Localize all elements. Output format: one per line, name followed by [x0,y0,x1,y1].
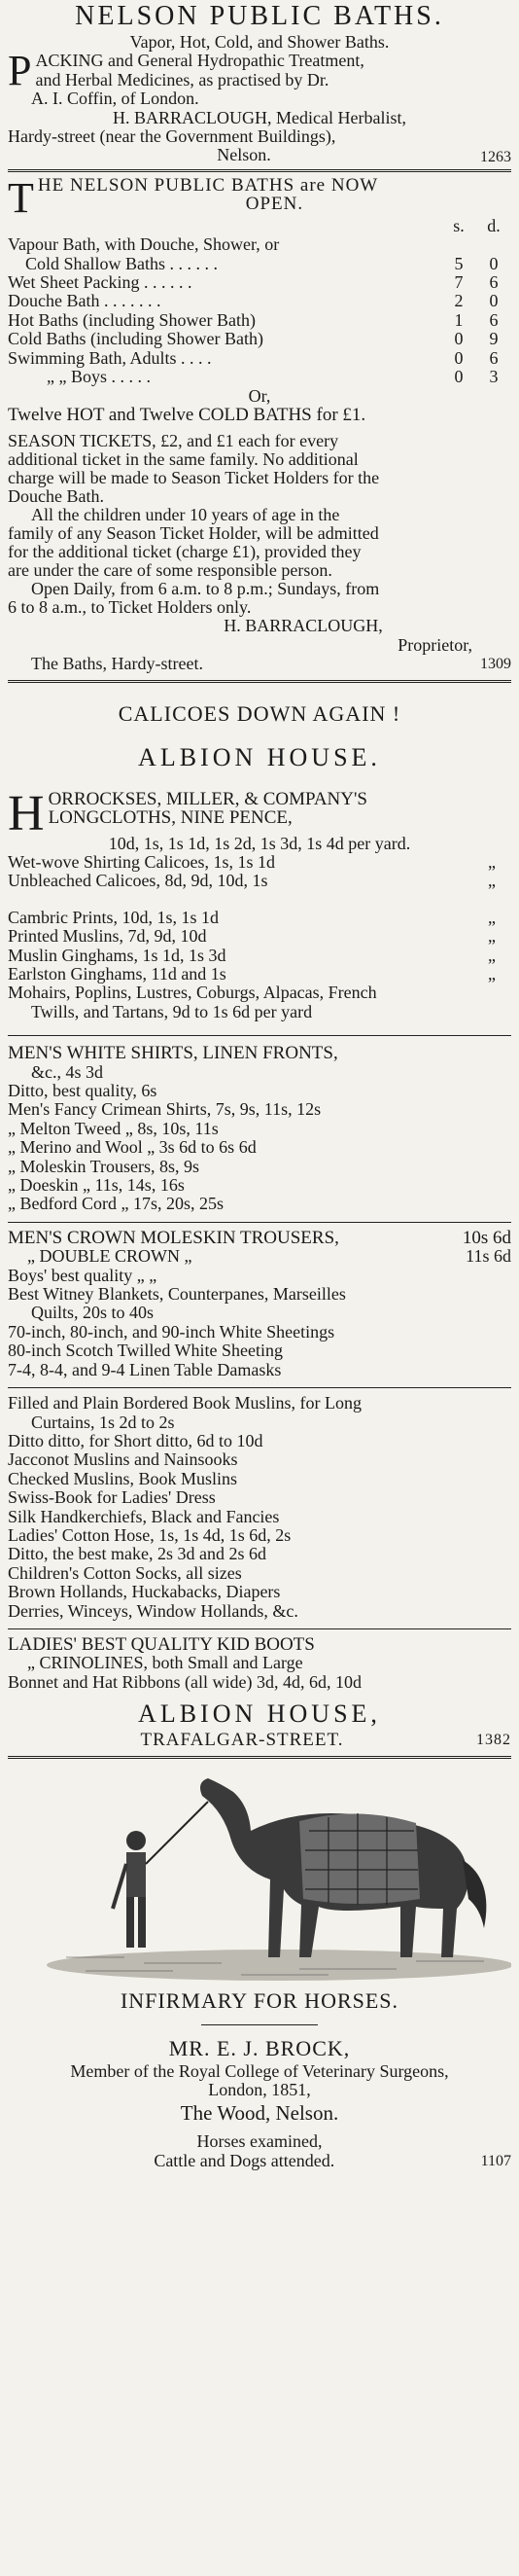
item-price: 11s 6d [466,1246,511,1267]
ad-line: Horses examined, [196,2131,323,2152]
price-header [8,217,511,235]
price-row [8,273,511,292]
ditto-mark: „ [488,907,496,927]
text-line: are under the care of some responsible person. [8,560,332,581]
ad-paragraph [8,506,511,580]
ad-line: A. I. Coffin, of London. [31,89,199,109]
price-shillings: 0 [454,329,464,349]
text-line: Ditto, the best make, 2s 3d and 2s 6d [8,1544,266,1564]
ad-line [8,1731,511,1749]
item-group [8,909,511,984]
divider [8,169,511,172]
price-pence: 0 [489,253,499,273]
ad-heading [8,173,511,222]
item-group [8,1063,511,1214]
divider [8,1035,511,1036]
ad-line: The Wood, Nelson. [180,2101,339,2126]
price-item: „ „ Boys . . . . . [47,367,151,387]
text-line: Curtains, 1s 2d to 2s [31,1412,175,1432]
ad-ref-number: 1107 [480,2152,511,2169]
ad-line [8,146,511,164]
price-row [8,292,511,310]
ditto-mark: „ [488,926,496,947]
ad-ref-number: 1382 [476,1732,511,1749]
text-line: Swiss-Book for Ladies' Dress [8,1487,216,1508]
item-group [8,1635,511,1692]
text-line: Open Daily, from 6 a.m. to 8 p.m.; Sundays, from [31,579,380,599]
text-line: 80-inch Scotch Twilled White Sheeting [8,1341,284,1361]
column-label: d. [487,215,501,235]
item-group [8,1267,511,1379]
ad-line: London, 1851, [208,2080,311,2099]
price-row [8,235,511,254]
ad-line: ORROCKSES, MILLER, & COMPANY'S [48,788,367,809]
text-line: LADIES' BEST QUALITY KID BOOTS [8,1633,315,1655]
divider [201,2024,318,2025]
text-line: SEASON TICKETS, £2, and £1 each for every [8,431,339,451]
text-line: Ditto, best quality, 6s [8,1081,157,1100]
ad-title: INFIRMARY FOR HORSES. [120,1987,399,2013]
text-line: Best Witney Blankets, Counterpanes, Marseilles [8,1284,346,1305]
ad-line: Or, [248,385,271,406]
text-line: 70-inch, 80-inch, and 90-inch White Sheetings [8,1321,335,1342]
item-text: Printed Muslins, 7d, 9d, 10d [8,926,207,947]
ad-line: ACKING and General Hydropathic Treatment, [35,51,364,71]
ad-baths-open [8,173,511,674]
text-line: additional ticket in the same family. No additional [8,449,359,470]
item-group [8,1394,511,1621]
divider [8,680,511,683]
price-pence [476,235,511,254]
ad-ref-number: 1309 [480,656,511,673]
text-line: „ CRINOLINES, both Small and Large [27,1653,303,1673]
ad-paragraph [8,432,511,506]
text-line: Men's Fancy Crimean Shirts, 7s, 9s, 11s, 12s [8,1099,322,1120]
town: Nelson. [217,145,271,165]
text-line: Silk Handkerchiefs, Black and Fancies [8,1506,280,1526]
ad-paragraph [8,47,511,109]
ad-infirmary-horses [8,1763,511,2171]
text-line: 6 to 8 a.m., to Ticket Holders only. [8,597,252,618]
item-group [8,853,511,891]
text-line: Twills, and Tartans, 9d to 1s 6d per yard [31,1001,313,1021]
price-pence: 0 [489,291,499,311]
item-text: „ DOUBLE CROWN „ [27,1246,192,1267]
ad-title: ALBION HOUSE, [138,1699,381,1729]
price-item: Hot Baths (including Shower Bath) [8,309,256,330]
ditto-mark: „ [488,963,496,984]
item-line [8,1229,511,1247]
price-item: Wet Sheet Packing . . . . . . [8,272,192,293]
item-text: Wet-wove Shirting Calicoes, 1s, 1s 1d [8,851,276,872]
address: The Baths, Hardy-street. [31,654,203,674]
price-item: Cold Shallow Baths . . . . . . [25,253,219,273]
divider [8,1222,511,1223]
ad-title: NELSON PUBLIC BATHS. [75,1,444,31]
text-line: „ Moleskin Trousers, 8s, 9s [8,1156,200,1176]
ad-heading: CALICOES DOWN AGAIN ! [118,700,401,726]
price-item: Cold Baths (including Shower Bath) [8,329,263,349]
item-line [8,872,511,890]
ad-name: MR. E. J. BROCK, [168,2035,351,2060]
text-line: family of any Season Ticket Holder, will be admitted [8,523,379,544]
price-pence: 6 [489,272,499,293]
horse-engraving-image [8,1763,511,1983]
price-pence: 6 [489,309,499,330]
ad-line: H. BARRACLOUGH, Medical Herbalist, [113,107,406,127]
address: TRAFALGAR-STREET. [140,1730,344,1751]
ad-line [8,655,511,673]
price-row [8,255,511,273]
text-line: „ Melton Tweed „ 8s, 10s, 11s [8,1118,219,1138]
item-line [8,965,511,984]
ad-ref-number: 1263 [480,149,511,166]
ad-line: Hardy-street (near the Government Buildings), [8,126,336,147]
text-line: Quilts, 20s to 40s [31,1303,155,1323]
divider [8,1628,511,1629]
text-line: Mohairs, Poplins, Lustres, Coburgs, Alpacas, French [8,983,377,1003]
item-price: 10s 6d [462,1227,511,1248]
item-line [8,1247,511,1266]
item-text: Unbleached Calicoes, 8d, 9d, 10d, 1s [8,871,268,891]
ditto-mark: „ [488,945,496,965]
text-line: charge will be made to Season Ticket Holders for the [8,468,380,488]
ad-line: Twelve HOT and Twelve COLD BATHS for £1. [8,404,366,425]
price-pence: 3 [489,367,499,387]
text-line: Jacconot Muslins and Nainsooks [8,1449,238,1470]
price-shillings: 5 [454,253,464,273]
text-line: Checked Muslins, Book Muslins [8,1468,238,1488]
ad-line-text: Cattle and Dogs attended. [154,2150,335,2170]
divider [8,1387,511,1388]
ad-line: and Herbal Medicines, as practised by Dr. [35,69,329,89]
text-line: 7-4, 8-4, and 9-4 Linen Table Damasks [8,1359,282,1379]
price-item: Vapour Bath, with Douche, Shower, or [8,234,280,255]
item-text: Cambric Prints, 10d, 1s, 1s 1d [8,907,220,927]
price-pence: 9 [489,329,499,349]
price-pence: 6 [489,347,499,368]
ad-title: HE NELSON PUBLIC BATHS are NOW [37,174,379,196]
price-list [8,235,511,386]
text-line: Children's Cotton Socks, all sizes [8,1562,242,1583]
text-line: for the additional ticket (charge £1), provided they [8,542,362,562]
role: Proprietor, [398,634,472,655]
ad-line: 10d, 1s, 1s 1d, 1s 2d, 1s 3d, 1s 4d per yard. [108,833,411,853]
text-line: „ Doeskin „ 11s, 14s, 16s [8,1175,185,1196]
item-text: Muslin Ginghams, 1s 1d, 1s 3d [8,945,226,965]
price-row [8,330,511,348]
item-line [8,927,511,946]
ad-line: Vapor, Hot, Cold, and Shower Baths. [129,32,390,52]
drop-cap: H [8,785,45,841]
ad-paragraph [8,580,511,617]
text-line: Bonnet and Hat Ribbons (all wide) 3d, 4d, 6d, 10d [8,1671,362,1692]
price-shillings: 0 [454,367,464,387]
ad-line: Member of the Royal College of Veterinary Surgeons, [70,2060,449,2081]
text-line: All the children under 10 years of age in the [31,505,340,525]
item-line [8,947,511,965]
item-group [8,984,511,1021]
text-line: Filled and Plain Bordered Book Muslins, for Long [8,1393,362,1413]
ad-intro [8,785,511,853]
item-line [8,853,511,872]
price-shillings: 2 [454,291,464,311]
text-line: Ditto ditto, for Short ditto, 6d to 10d [8,1430,263,1450]
divider [8,1756,511,1759]
price-shillings: 1 [454,309,464,330]
item-line [8,909,511,927]
drop-cap: P [8,47,32,95]
text-line: Brown Hollands, Huckabacks, Diapers [8,1582,281,1602]
item-text: MEN'S CROWN MOLESKIN TROUSERS, [8,1227,339,1248]
price-shillings [441,235,476,254]
price-row [8,311,511,330]
signature: H. BARRACLOUGH, [224,616,383,636]
text-line: „ Merino and Wool „ 3s 6d to 6s 6d [8,1137,257,1158]
section-heading: MEN'S WHITE SHIRTS, LINEN FRONTS, [8,1043,338,1064]
ditto-mark: „ [488,871,496,891]
drop-cap: T [8,173,34,222]
item-text: Earlston Ginghams, 11d and 1s [8,963,226,984]
ad-title: ALBION HOUSE. [138,742,381,771]
price-row [8,349,511,368]
text-line: „ Bedford Cord „ 17s, 20s, 25s [8,1194,224,1214]
ad-title: OPEN. [245,194,304,215]
price-shillings: 0 [454,347,464,368]
ad-public-baths [8,0,511,165]
ad-line: LONGCLOTHS, NINE PENCE, [48,806,293,828]
price-item: Douche Bath . . . . . . . [8,291,161,311]
text-line: Douche Bath. [8,486,104,507]
price-item: Swimming Bath, Adults . . . . [8,347,212,368]
text-line: Derries, Winceys, Window Hollands, &c. [8,1600,298,1621]
text-line: Ladies' Cotton Hose, 1s, 1s 4d, 1s 6d, 2s [8,1524,292,1545]
column-label: s. [453,215,465,235]
price-shillings: 7 [454,272,464,293]
ditto-mark: „ [488,851,496,872]
price-row [8,368,511,386]
ad-line [8,2152,511,2170]
text-line: &c., 4s 3d [31,1061,103,1082]
text-line: Boys' best quality „ „ [8,1265,157,1285]
newspaper-column [8,0,511,2170]
ad-albion-house [8,700,511,1750]
